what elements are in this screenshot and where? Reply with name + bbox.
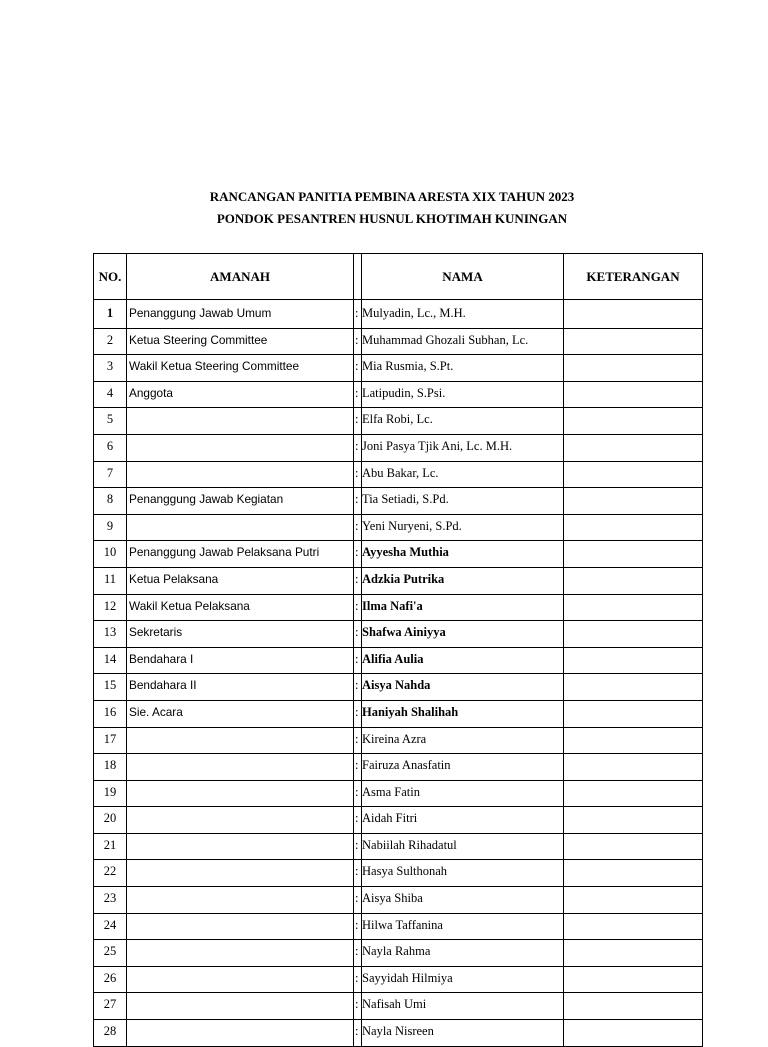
row-keterangan [564,461,703,488]
row-keterangan [564,594,703,621]
row-amanah [127,408,354,435]
row-nama: Latipudin, S.Psi. [362,381,564,408]
row-keterangan [564,381,703,408]
row-number: 21 [94,833,127,860]
row-amanah: Ketua Pelaksana [127,567,354,594]
row-keterangan [564,913,703,940]
row-keterangan [564,567,703,594]
row-number: 9 [94,514,127,541]
row-colon: : [354,1020,362,1047]
row-nama: Nayla Nisreen [362,1020,564,1047]
row-colon: : [354,514,362,541]
row-number: 11 [94,567,127,594]
table-row [94,567,703,594]
row-keterangan [564,328,703,355]
row-colon: : [354,647,362,674]
table-row [94,754,703,781]
row-number: 8 [94,488,127,515]
row-nama: Tia Setiadi, S.Pd. [362,488,564,515]
row-colon: : [354,488,362,515]
row-number: 27 [94,993,127,1020]
row-amanah: Penanggung Jawab Pelaksana Putri [127,541,354,568]
row-colon: : [354,887,362,914]
table-row [94,700,703,727]
row-nama: Haniyah Shalihah [362,700,564,727]
row-colon: : [354,541,362,568]
row-keterangan [564,408,703,435]
row-number: 3 [94,355,127,382]
row-number: 26 [94,966,127,993]
document-title: RANCANGAN PANITIA PEMBINA ARESTA XIX TAHUN 2023 [209,189,575,204]
row-amanah: Wakil Ketua Steering Committee [127,355,354,382]
table-row [94,727,703,754]
row-amanah [127,754,354,781]
table-row [94,381,703,408]
row-number: 23 [94,887,127,914]
row-keterangan [564,541,703,568]
row-nama: Mulyadin, Lc., M.H. [362,300,564,329]
row-nama: Joni Pasya Tjik Ani, Lc. M.H. [362,434,564,461]
table-row [94,514,703,541]
row-colon: : [354,913,362,940]
table-row [94,461,703,488]
row-keterangan [564,807,703,834]
row-colon: : [354,621,362,648]
row-number: 10 [94,541,127,568]
committee-table [93,253,703,1047]
table-row [94,966,703,993]
table-row [94,993,703,1020]
row-amanah: Ketua Steering Committee [127,328,354,355]
row-amanah [127,993,354,1020]
table-row [94,355,703,382]
table-row [94,594,703,621]
row-nama: Ilma Nafi'a [362,594,564,621]
row-nama: Shafwa Ainiyya [362,621,564,648]
row-nama: Kireina Azra [362,727,564,754]
table-row [94,807,703,834]
row-colon: : [354,727,362,754]
row-nama: Abu Bakar, Lc. [362,461,564,488]
table-row [94,328,703,355]
table-row [94,780,703,807]
table-row [94,940,703,967]
row-keterangan [564,621,703,648]
row-number: 1 [94,300,127,329]
row-nama: Nafisah Umi [362,993,564,1020]
row-number: 2 [94,328,127,355]
row-nama: Alifia Aulia [362,647,564,674]
row-nama: Aisya Nahda [362,674,564,701]
row-nama: Nabiilah Rihadatul [362,833,564,860]
row-number: 6 [94,434,127,461]
row-colon: : [354,780,362,807]
row-number: 15 [94,674,127,701]
row-keterangan [564,754,703,781]
row-nama: Ayyesha Muthia [362,541,564,568]
row-amanah [127,434,354,461]
row-amanah [127,966,354,993]
row-amanah: Penanggung Jawab Umum [127,300,354,329]
row-nama: Hilwa Taffanina [362,913,564,940]
table-row [94,434,703,461]
row-amanah: Anggota [127,381,354,408]
row-keterangan [564,355,703,382]
row-number: 20 [94,807,127,834]
row-keterangan [564,993,703,1020]
row-amanah [127,860,354,887]
row-number: 13 [94,621,127,648]
row-number: 17 [94,727,127,754]
header-amanah: AMANAH [127,254,354,300]
row-number: 18 [94,754,127,781]
row-colon: : [354,966,362,993]
table-row [94,913,703,940]
row-number: 25 [94,940,127,967]
row-amanah: Wakil Ketua Pelaksana [127,594,354,621]
table-row [94,488,703,515]
row-number: 28 [94,1020,127,1047]
row-number: 4 [94,381,127,408]
header-keterangan: KETERANGAN [564,254,703,300]
row-keterangan [564,727,703,754]
table-header-row [94,254,703,300]
row-colon: : [354,434,362,461]
row-number: 22 [94,860,127,887]
table-row [94,833,703,860]
row-amanah [127,887,354,914]
row-colon: : [354,860,362,887]
row-nama: Nayla Rahma [362,940,564,967]
row-number: 5 [94,408,127,435]
table-row [94,860,703,887]
row-amanah [127,807,354,834]
row-nama: Elfa Robi, Lc. [362,408,564,435]
row-number: 16 [94,700,127,727]
row-nama: Yeni Nuryeni, S.Pd. [362,514,564,541]
row-amanah: Bendahara I [127,647,354,674]
row-amanah: Sie. Acara [127,700,354,727]
row-nama: Fairuza Anasfatin [362,754,564,781]
row-amanah [127,940,354,967]
row-number: 12 [94,594,127,621]
table-row [94,647,703,674]
row-keterangan [564,860,703,887]
row-nama: Muhammad Ghozali Subhan, Lc. [362,328,564,355]
row-keterangan [564,434,703,461]
header-colon-spacer [354,254,362,300]
row-amanah: Penanggung Jawab Kegiatan [127,488,354,515]
row-number: 24 [94,913,127,940]
table-row [94,408,703,435]
row-number: 14 [94,647,127,674]
table-body [94,300,703,1047]
table-row [94,621,703,648]
row-number: 19 [94,780,127,807]
row-colon: : [354,754,362,781]
row-colon: : [354,674,362,701]
table-row [94,887,703,914]
row-keterangan [564,488,703,515]
row-nama: Aisya Shiba [362,887,564,914]
row-nama: Aidah Fitri [362,807,564,834]
table-row [94,300,703,329]
table-row [94,541,703,568]
row-colon: : [354,807,362,834]
row-keterangan [564,833,703,860]
row-keterangan [564,674,703,701]
table-row [94,674,703,701]
row-amanah [127,461,354,488]
row-amanah [127,780,354,807]
row-amanah [127,727,354,754]
row-keterangan [564,887,703,914]
row-nama: Asma Fatin [362,780,564,807]
row-keterangan [564,966,703,993]
row-colon: : [354,594,362,621]
row-amanah [127,833,354,860]
row-nama: Hasya Sulthonah [362,860,564,887]
row-colon: : [354,328,362,355]
row-colon: : [354,700,362,727]
row-colon: : [354,381,362,408]
row-colon: : [354,940,362,967]
header-nama: NAMA [362,254,564,300]
row-amanah: Bendahara II [127,674,354,701]
row-keterangan [564,647,703,674]
row-nama: Adzkia Putrika [362,567,564,594]
row-nama: Sayyidah Hilmiya [362,966,564,993]
row-keterangan [564,300,703,329]
row-colon: : [354,833,362,860]
header-no: NO. [94,254,127,300]
row-colon: : [354,355,362,382]
row-colon: : [354,567,362,594]
row-keterangan [564,514,703,541]
row-number: 7 [94,461,127,488]
row-colon: : [354,993,362,1020]
row-amanah: Sekretaris [127,621,354,648]
row-amanah [127,913,354,940]
row-colon: : [354,461,362,488]
row-keterangan [564,700,703,727]
row-colon: : [354,408,362,435]
row-keterangan [564,780,703,807]
row-nama: Mia Rusmia, S.Pt. [362,355,564,382]
row-keterangan [564,940,703,967]
row-amanah [127,514,354,541]
row-colon: : [354,300,362,329]
document-subtitle: PONDOK PESANTREN HUSNUL KHOTIMAH KUNINGAN [216,211,568,226]
